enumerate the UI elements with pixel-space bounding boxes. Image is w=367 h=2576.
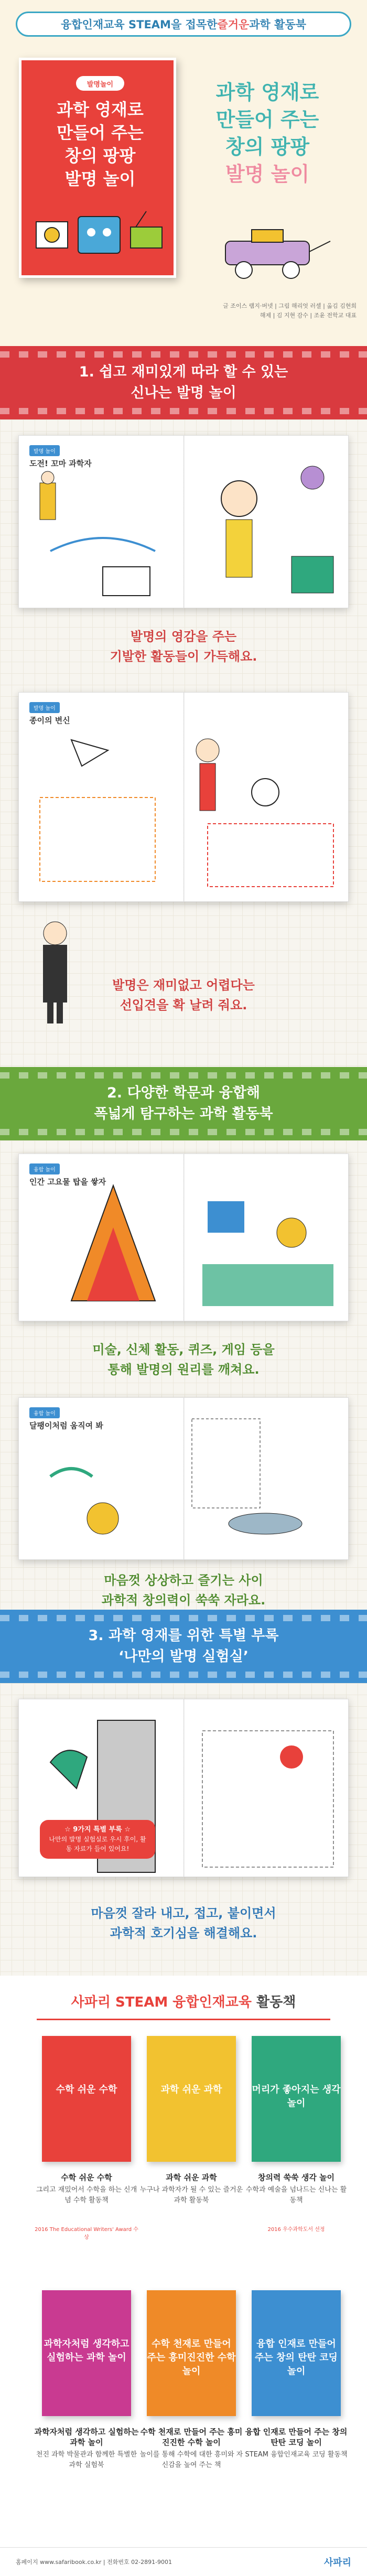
series-book-cover[interactable] [252,2290,341,2416]
caption-line: 마음껏 잘라 내고, 접고, 붙이면서 [91,1906,276,1921]
series-book-award: 2016 The Educational Writers' Award 수상 [35,2227,138,2240]
caption-line: 통해 발명의 원리를 깨쳐요. [107,1362,260,1377]
section-2-caption-2 [0,1570,367,1610]
section-1-title-line-2: 신나는 발명 놀이 [131,385,236,401]
series-book-cover-title: 과학 쉬운 과학 [160,2084,222,2095]
book-spread [18,692,349,902]
book-cover [19,58,176,278]
series-title [0,1991,367,2011]
series-book-desc: 그리고 재밌어서 수학을 하는 신개념 수학 활동책 [36,2186,137,2204]
section-1-header [0,346,367,419]
series-book-desc: 천진 과학 박물관과 함께한 특별한 과학 실험북 [36,2451,137,2469]
series-title-rest: 활동책 [251,1995,296,2010]
series-book-label [139,2172,244,2206]
series-book-cover-title: 수학 천재로 만들어 주는 흥미진진한 수학 놀이 [147,2338,236,2377]
appendix-bubble-title: ☆ 9가지 특별 부록 ☆ [64,1826,131,1834]
caption-line: 마음껏 상상하고 즐기는 사이 [104,1573,263,1588]
section-2-header [0,1067,367,1140]
series-book-cover-title: 과학자처럼 생각하고 실험하는 과학 놀이 [44,2338,129,2363]
spread-tag: 발명 놀이 [29,702,60,713]
footer [0,2547,367,2576]
hero-banner-accent: 즐거운 [217,18,250,31]
spread-tag: 융합 놀이 [29,1163,60,1174]
book-cover-title-line: 발명 놀이 [64,169,136,189]
section-1-caption-2 [0,975,367,1015]
hero-credits [189,301,357,320]
series-book-label [244,2427,349,2460]
caption-line: 과학적 호기심을 해결해요. [110,1926,257,1941]
series-book-label [139,2427,244,2471]
series-book-name: 수학 천재로 만들어 주는 흥미진진한 수학 놀이 [140,2427,243,2447]
section-3-body [0,1683,367,1976]
series-section [0,1976,367,2576]
series-book-desc: 수학과 예술을 넘나드는 신나는 활동책 [245,2186,347,2204]
hero-banner [16,12,351,37]
section-2-body [0,1140,367,1610]
appendix-bubble [40,1820,155,1859]
series-book-desc: STEAM 융합인재교육 코딩 활동책 [245,2451,348,2459]
spread-heading: 도전! 꼬마 과학자 [29,459,92,468]
appendix-bubble-body: 나만의 발명 실험실로 우시 후이, 활동 자료가 들어 있어요! [49,1836,146,1852]
series-book-cover-title: 수학 쉬운 수학 [56,2084,117,2095]
series-title-accent: 사파리 STEAM 융합인재교육 [71,1995,252,2010]
section-2-title-line-2: 폭넓게 탐구하는 과학 활동북 [94,1106,273,1122]
book-cover-title-line: 창의 팡팡 [64,146,136,166]
series-book-name: 융합 인재로 만들어 주는 창의 탄탄 코딩 놀이 [245,2427,348,2447]
spread-tag: 발명 놀이 [29,445,60,456]
caption-line: 선입견을 확 날려 줘요. [120,998,247,1012]
series-book-label [34,2427,139,2471]
caption-line: 발명은 재미없고 어렵다는 [112,978,255,993]
hero-title-line: 창의 팡팡 [225,135,310,158]
section-2-caption-1 [0,1340,367,1379]
caption-line: 미술, 신체 활동, 퀴즈, 게임 등을 [92,1342,275,1357]
book-spread [18,1154,349,1321]
hero-title-line: 만들어 주는 [215,108,319,131]
series-book-name: 과학 쉬운 과학 [166,2173,217,2182]
series-book-desc: 놀이를 통해 수학에 대한 흥미와 자신감을 높여 주는 책 [139,2451,243,2469]
book-cover-title-line: 과학 영재로 [57,100,144,120]
footer-info: 홈페이지 www.safaribook.co.kr | 전화번호 02-2891-9001 [16,2559,172,2566]
series-book-cover[interactable] [147,2036,236,2162]
credits-line: 해제 | 김 지현 감수 | 조윤 전학교 대표 [260,312,357,319]
robot-car-illustration [204,225,336,283]
hero-title-line: 과학 영재로 [215,81,319,104]
series-book-cover[interactable] [42,2036,131,2162]
hero-banner-pre: 융합인재교육 STEAM을 접목한 [60,18,218,31]
spread-tag: 융합 놀이 [29,1407,60,1418]
book-spread [18,1397,349,1560]
section-1-caption-1 [0,627,367,666]
section-2-title-line-1: 2. 다양한 학문과 융합해 [107,1085,260,1101]
series-book-desc: 누구나 과학자가 될 수 있는 즐거운 과학 활동북 [139,2186,243,2204]
section-3-title-line-1: 3. 과학 영재를 위한 특별 부록 [88,1627,279,1644]
hero-title-line: 발명 놀이 [225,163,310,186]
spread-heading: 달팽이처럼 움직여 봐 [29,1421,103,1430]
hero-banner-post: 과학 활동북 [249,18,307,31]
series-book-cover-title: 융합 인재로 만들어 주는 창의 탄탄 코딩 놀이 [255,2338,338,2377]
caption-line: 기발한 활동들이 가득해요. [110,649,257,664]
book-badge: 발명놀이 [76,76,124,91]
series-book-cover[interactable] [147,2290,236,2416]
hero-section [0,0,367,346]
credits-line: 글 조이스 램지·버넷 | 그림 해리엇 러셀 | 옮김 김현희 [223,303,357,309]
section-3-header [0,1610,367,1683]
series-book-cover[interactable] [42,2290,131,2416]
section-3-caption [0,1903,367,1943]
section-1-body [0,419,367,1067]
spread-heading: 인간 고요물 탑을 쌓자 [29,1177,106,1187]
book-cover-title-line: 만들어 주는 [57,123,144,143]
series-book-label [244,2172,349,2206]
caption-line: 과학적 창의력이 쑥쑥 자라요. [101,1593,266,1608]
section-3-title-line-2: ‘나만의 발명 실험실’ [118,1648,249,1665]
series-book-cover-title: 머리가 좋아지는 생각 놀이 [252,2084,341,2109]
series-book-cover[interactable] [252,2036,341,2162]
series-book-name: 수학 쉬운 수학 [61,2173,112,2182]
section-1-title-line-1: 1. 쉽고 재미있게 따라 할 수 있는 [79,364,288,380]
book-spread [18,435,349,608]
publisher-logo: 사파리 [323,2557,351,2568]
series-book-label [34,2172,139,2206]
book-cover-illustration [31,206,169,269]
book-cover-title [32,98,168,190]
book-spread [18,1699,349,1877]
hero-title [189,79,346,188]
series-book-award: 2016 우수과학도서 선정 [267,2227,325,2233]
spread-heading: 종이의 변신 [29,716,70,725]
series-book-name: 과학자처럼 생각하고 실험하는 과학 놀이 [34,2427,139,2447]
series-book-name: 창의력 쑥쑥 생각 놀이 [257,2173,335,2182]
caption-line: 발명의 영감을 주는 [130,629,237,644]
